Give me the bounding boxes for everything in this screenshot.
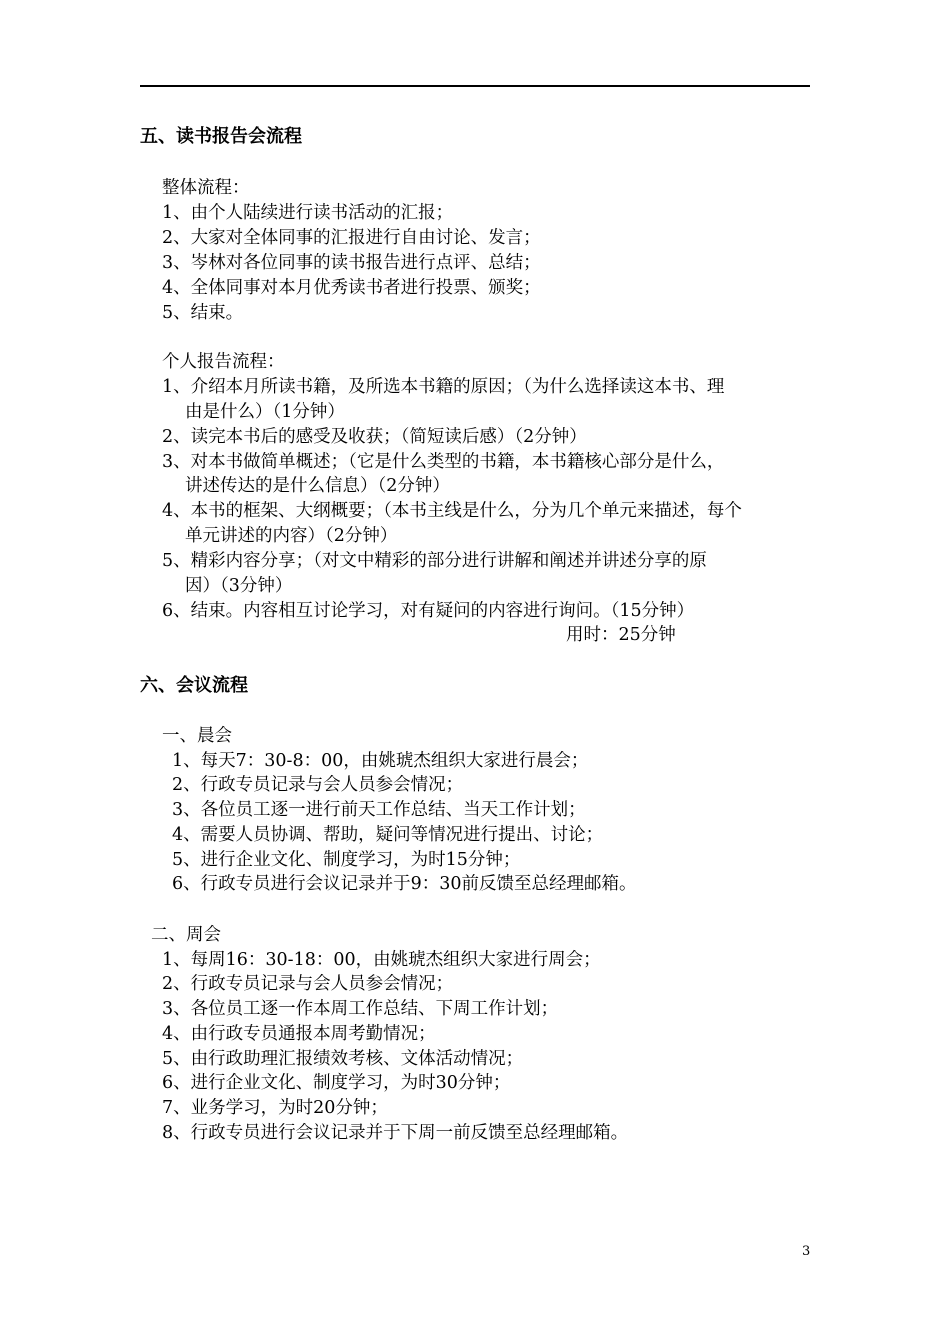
overall-item: 4、全体同事对本月优秀读书者进行投票、颁奖； (162, 278, 541, 298)
weekly-item: 7、业务学习，为时20分钟； (162, 1098, 388, 1118)
weekly-item: 4、由行政专员通报本周考勤情况； (162, 1024, 436, 1044)
morning-item: 3、各位员工逐一进行前天工作总结、当天工作计划； (172, 800, 586, 820)
overall-item: 1、由个人陆续进行读书活动的汇报； (162, 203, 454, 223)
overall-item: 3、岑林对各位同事的读书报告进行点评、总结； (162, 253, 541, 273)
page-number: 3 (802, 1244, 811, 1259)
weekly-item: 8、行政专员进行会议记录并于下周一前反馈至总经理邮箱。 (162, 1123, 629, 1143)
personal-item: 2、读完本书后的感受及收获；（简短读后感）（2分钟） (162, 427, 587, 447)
weekly-meeting-title: 二、周会 (151, 925, 221, 945)
morning-item: 5、进行企业文化、制度学习，为时15分钟； (172, 850, 521, 870)
morning-item: 4、需要人员协调、帮助，疑问等情况进行提出、讨论； (172, 825, 604, 845)
morning-item: 6、行政专员进行会议记录并于9：30前反馈至总经理邮箱。 (172, 874, 637, 894)
header-rule (140, 85, 810, 87)
overall-flow-title: 整体流程： (162, 178, 250, 198)
personal-item-cont: 单元讲述的内容）（2分钟） (185, 526, 398, 546)
personal-item-cont: 讲述传达的是什么信息）（2分钟） (185, 476, 450, 496)
morning-item: 2、行政专员记录与会人员参会情况； (172, 775, 464, 795)
personal-item: 5、精彩内容分享；（对文中精彩的部分进行讲解和阐述并讲述分享的原 (162, 551, 707, 571)
morning-meeting-title: 一、晨会 (162, 726, 232, 746)
weekly-item: 6、进行企业文化、制度学习，为时30分钟； (162, 1073, 511, 1093)
personal-item: 1、介绍本月所读书籍，及所选本书籍的原因；（为什么选择读这本书、理 (162, 377, 725, 397)
weekly-item: 3、各位员工逐一作本周工作总结、下周工作计划； (162, 999, 559, 1019)
weekly-item: 1、每周16：30-18：00，由姚琥杰组织大家进行周会； (162, 950, 601, 970)
section6-heading: 六、会议流程 (140, 675, 248, 696)
overall-item: 2、大家对全体同事的汇报进行自由讨论、发言； (162, 228, 541, 248)
total-time: 用时：25分钟 (566, 625, 676, 645)
personal-item: 4、本书的框架、大纲概要；（本书主线是什么，分为几个单元来描述，每个 (162, 501, 742, 521)
morning-item: 1、每天7：30-8：00，由姚琥杰组织大家进行晨会； (172, 751, 589, 771)
overall-item: 5、结束。 (162, 303, 244, 323)
personal-flow-title: 个人报告流程： (162, 352, 285, 372)
personal-item: 3、对本书做简单概述；（它是什么类型的书籍，本书籍核心部分是什么， (162, 452, 725, 472)
weekly-item: 5、由行政助理汇报绩效考核、文体活动情况； (162, 1049, 524, 1069)
section5-heading: 五、读书报告会流程 (140, 126, 302, 147)
weekly-item: 2、行政专员记录与会人员参会情况； (162, 974, 454, 994)
personal-item-cont: 由是什么）（1分钟） (185, 402, 345, 422)
personal-item: 6、结束。内容相互讨论学习，对有疑问的内容进行询问。（15分钟） (162, 601, 695, 621)
personal-item-cont: 因）（3分钟） (185, 576, 293, 596)
